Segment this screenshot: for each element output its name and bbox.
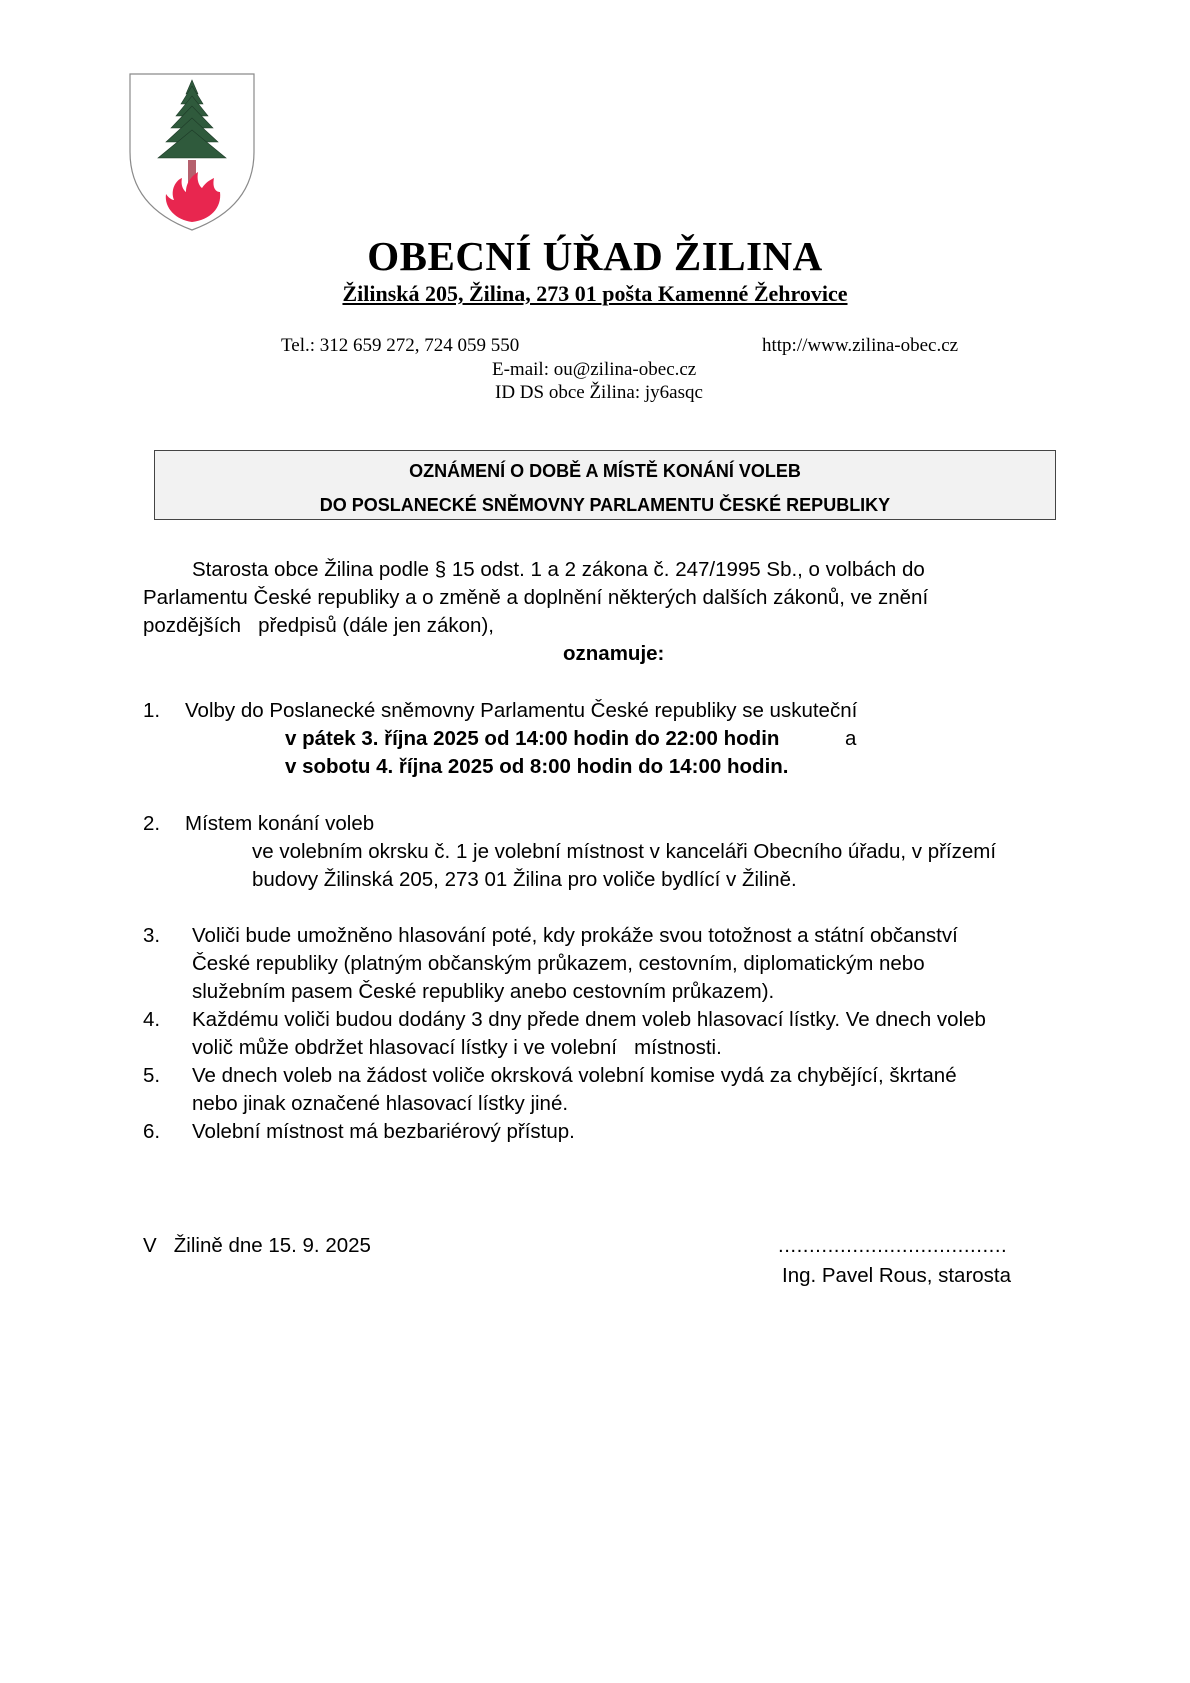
announces-label: oznamuje: [563, 642, 665, 665]
contact-phone: Tel.: 312 659 272, 724 059 550 [281, 335, 520, 356]
coat-of-arms-icon [128, 72, 256, 232]
item-3-line-1: Voliči bude umožněno hlasování poté, kdy prokáže svou totožnost a státní občanství [192, 924, 958, 947]
item-2-line-2: budovy Žilinská 205, 273 01 Žilina pro voliče bydlící v Žilině. [252, 868, 797, 891]
item-number: 6. [143, 1120, 161, 1143]
signature-line: ..................................... [778, 1234, 1008, 1257]
item-3-line-2: České republiky (platným občanským průkazem, cestovním, diplomatickým nebo [192, 952, 925, 975]
contact-email[interactable]: E-mail: ou@zilina-obec.cz [492, 359, 697, 380]
election-date-friday: v pátek 3. října 2025 od 14:00 hodin do 22:00 hodin [285, 727, 780, 750]
item-1-connector: a [845, 727, 857, 750]
election-date-saturday: v sobotu 4. října 2025 od 8:00 hodin do 14:00 hodin. [285, 755, 789, 778]
item-5-line-1: Ve dnech voleb na žádost voliče okrsková volební komise vydá za chybějící, škrtané [192, 1064, 957, 1087]
item-number: 2. [143, 812, 161, 835]
item-6-line-1: Volební místnost má bezbariérový přístup. [192, 1120, 575, 1143]
item-3-line-3: služebním pasem České republiky anebo cestovním průkazem). [192, 980, 775, 1003]
item-1-text: Volby do Poslanecké sněmovny Parlamentu České republiky se uskuteční [185, 699, 858, 722]
intro-line-1: Starosta obce Žilina podle § 15 odst. 1 a 2 zákona č. 247/1995 Sb., o volbách do [192, 558, 925, 581]
notice-heading-line-2: DO POSLANECKÉ SNĚMOVNY PARLAMENTU ČESKÉ REPUBLIKY [319, 495, 891, 515]
signatory-name: Ing. Pavel Rous, starosta [782, 1264, 1012, 1287]
item-2-text: Místem konání voleb [185, 812, 375, 835]
item-2-line-1: ve volebním okrsku č. 1 je volební místnost v kanceláři Obecního úřadu, v přízemí [252, 840, 997, 863]
item-4-line-1: Každému voliči budou dodány 3 dny přede dnem voleb hlasovací lístky. Ve dnech voleb [192, 1008, 986, 1031]
item-number: 4. [143, 1008, 161, 1031]
item-4-line-2: volič může obdržet hlasovací lístky i ve volební místnosti. [192, 1036, 722, 1059]
contact-data-box-id: ID DS obce Žilina: jy6asqc [495, 382, 703, 403]
item-number: 3. [143, 924, 161, 947]
item-number: 1. [143, 699, 161, 722]
notice-heading-box [154, 450, 1056, 520]
intro-line-2: Parlamentu České republiky a o změně a doplnění některých dalších zákonů, ve znění [143, 586, 929, 609]
notice-heading-line-1: OZNÁMENÍ O DOBĚ A MÍSTĚ KONÁNÍ VOLEB [409, 461, 801, 481]
intro-line-3: pozdějších předpisů (dále jen zákon), [143, 614, 494, 637]
office-title: OBECNÍ ÚŘAD ŽILINA [367, 233, 823, 279]
contact-website[interactable]: http://www.zilina-obec.cz [762, 335, 959, 356]
place-and-date: V Žilině dne 15. 9. 2025 [143, 1234, 371, 1257]
office-address: Žilinská 205, Žilina, 273 01 pošta Kamenné Žehrovice [342, 281, 848, 306]
item-5-line-2: nebo jinak označené hlasovací lístky jiné. [192, 1092, 569, 1115]
item-number: 5. [143, 1064, 161, 1087]
